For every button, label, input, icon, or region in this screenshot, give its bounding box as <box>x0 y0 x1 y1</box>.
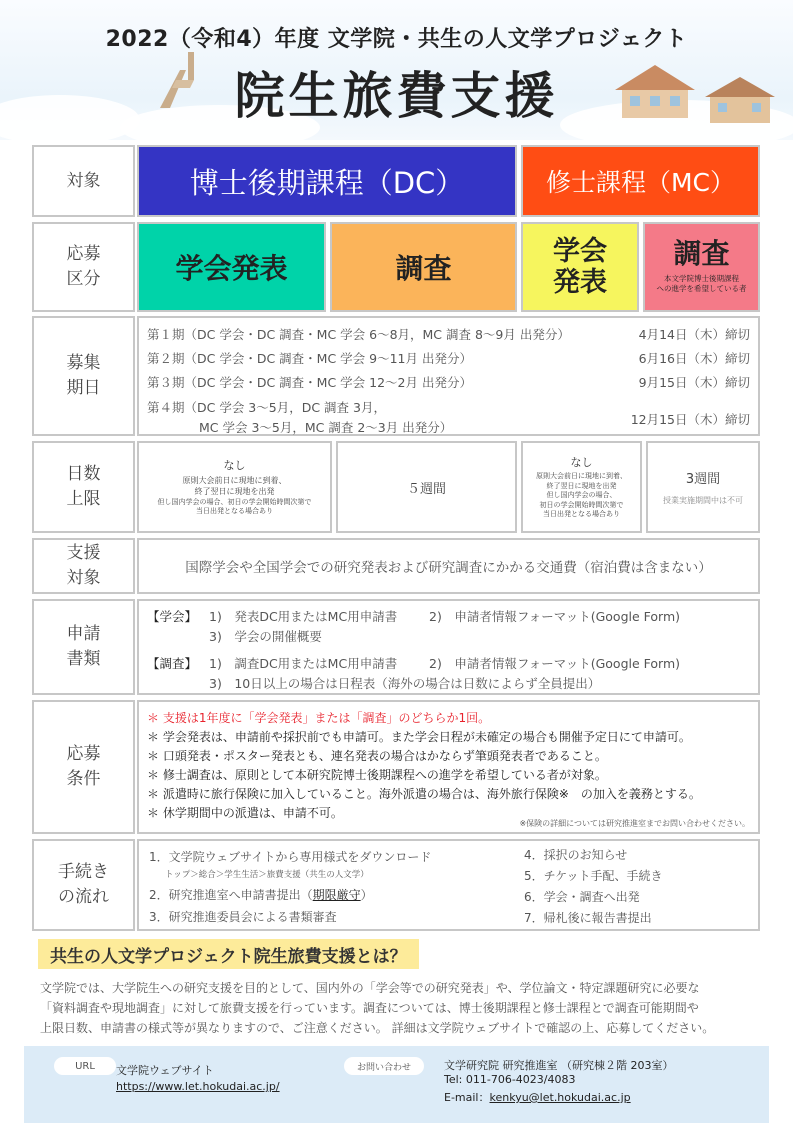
page-title: 院生旅費支援 <box>234 67 559 125</box>
period-deadline: 9月15日（木）締切 <box>638 375 750 390</box>
label-text: 対象 <box>66 568 101 588</box>
step-text: 2．研究推進室へ申請書提出（ <box>149 888 313 902</box>
days-note: 授業実施期間中は不可 <box>663 496 743 505</box>
days-note: 原則大会前日に現地に到着、 <box>536 472 627 481</box>
mc-title: 修士課程（MC） <box>545 168 736 197</box>
label-text: 支援 <box>66 543 101 564</box>
procedure-step-sub: トップ＞総合＞学生生活＞旅費支援（共生の人文学） <box>165 870 369 880</box>
row-conditions <box>32 700 760 834</box>
row-label-support <box>32 538 135 594</box>
email-prefix: E-mail： <box>444 1091 490 1104</box>
procedure-step: 6．学会・調査へ出発 <box>524 890 640 904</box>
days-head: なし <box>223 459 246 473</box>
recruitment-content <box>137 316 760 436</box>
days-note: 但し国内学会の場合、初日の学会開始時間次第で <box>157 497 312 506</box>
mc-presentation-label: 学会 <box>553 235 607 267</box>
condition-item: ＊ 学会発表は、申請前や採択前でも申請可。また学会日程が未確定の場合も開催予定日にて申請可。 <box>147 730 691 744</box>
days-note: 初日の学会開始時間次第で <box>539 500 624 509</box>
row-target <box>32 145 760 217</box>
row-label-recruitment <box>32 316 135 436</box>
row-label-documents <box>32 599 135 695</box>
doc-item: 3) 10日以上の場合は日程表（海外の場合は日数によらず全員提出） <box>209 676 601 691</box>
site-name: 文学院ウェブサイト <box>116 1064 214 1077</box>
cell-mc-presentation <box>521 222 639 312</box>
row-label-category <box>32 222 135 312</box>
footer <box>24 1046 769 1123</box>
support-text: 国際学会や全国学会での研究発表および研究調査にかかる交通費（宿泊費は含まない） <box>185 560 712 576</box>
row-documents <box>32 599 760 695</box>
cell-days-dc-survey <box>336 441 517 533</box>
cell-dc-presentation <box>137 222 326 312</box>
condition-item: ＊ 修士調査は、原則として本研究院博士後期課程への進学を希望している者が対象。 <box>147 768 607 782</box>
about-paragraph-line: 上限日数、申請書の様式等が異なりますので、ご注意ください。 詳細は文学院ウェブサイトで確認の上、応募してください。 <box>40 1021 715 1035</box>
row-support <box>32 538 760 594</box>
row-label-conditions <box>32 700 135 834</box>
days-value: ５週間 <box>406 481 446 497</box>
cell-days-mc-presentation <box>521 441 642 533</box>
doc-item: 2) 申請者情報フォーマット(Google Form) <box>429 609 680 624</box>
label-text: 手続き <box>58 862 109 883</box>
condition-item: ＊ 支援は1年度に「学会発表」または「調査」のどちらか1回。 <box>147 711 491 725</box>
row-label-procedure <box>32 839 135 931</box>
label-text: 区分 <box>66 269 101 289</box>
period-deadline: 6月16日（木）締切 <box>638 351 750 366</box>
procedure-step: 4．採択のお知らせ <box>524 848 628 862</box>
row-procedure <box>32 839 760 931</box>
row-category <box>32 222 760 312</box>
site-url-link[interactable]: https://www.let.hokudai.ac.jp/ <box>116 1080 280 1093</box>
about-heading: 共生の人文学プロジェクト院生旅費支援とは？ <box>38 939 419 969</box>
days-note: 但し国内学会の場合、 <box>546 491 617 500</box>
contact-label: お問い合わせ <box>344 1057 424 1075</box>
cell-days-mc-survey <box>646 441 760 533</box>
doc-tag: 【学会】 <box>147 609 198 624</box>
doc-tag: 【調査】 <box>147 656 198 671</box>
label-text: 条件 <box>66 769 101 789</box>
doc-item: 2) 申請者情報フォーマット(Google Form) <box>429 656 680 671</box>
dc-survey-label: 調査 <box>395 252 452 285</box>
doc-item: 1) 発表DC用またはMC用申請書 <box>209 609 398 624</box>
support-content <box>137 538 760 594</box>
mc-presentation-label: 発表 <box>553 267 607 298</box>
label-text: 応募 <box>66 744 101 765</box>
condition-item: ＊ 派遣時に旅行保険に加入していること。海外派遣の場合は、海外旅行保険※ の加入を義務とする。 <box>147 787 701 801</box>
conditions-content <box>137 700 760 834</box>
days-note: 終了翌日に現地を出発 <box>546 481 617 490</box>
doc-item: 3) 学会の開催概要 <box>209 629 322 644</box>
cell-mc-survey <box>643 222 760 312</box>
dc-presentation-label: 学会発表 <box>175 252 288 285</box>
about-paragraph-line: 「資料調査や現地調査」に対して旅費支援を行っています。調査については、博士後期課程と修士課程とで調査可能期間や <box>40 1001 699 1015</box>
label-text: 期日 <box>66 378 101 398</box>
url-label: URL <box>54 1057 116 1075</box>
about-paragraph-line: 文学院では、大学院生への研究支援を目的として、国内外の「学会等での研究発表」や、学位論文・特定課題研究に必要な <box>40 981 700 995</box>
procedure-step: 1．文学院ウェブサイトから専用様式をダウンロード <box>149 850 432 864</box>
label-text: 書類 <box>66 649 101 669</box>
label-text: の流れ <box>58 887 109 907</box>
cell-days-dc-presentation <box>137 441 332 533</box>
condition-item: ＊ 口頭発表・ポスター発表とも、連名発表の場合はかならず筆頭発表者であること。 <box>147 749 607 763</box>
procedure-step: 7．帰札後に報告書提出 <box>524 911 652 925</box>
procedure-step: 5．チケット手配、手続き <box>524 869 663 883</box>
procedure-step <box>149 886 373 903</box>
condition-note: ※保険の詳細については研究推進室までお問い合わせください。 <box>519 819 750 828</box>
days-note: 当日出発となる場合あり <box>196 507 273 516</box>
page-subtitle: 2022（令和4）年度 文学院・共生の人文学プロジェクト <box>105 27 688 52</box>
mc-survey-label: 調査 <box>673 237 730 271</box>
dc-title: 博士後期課程（DC） <box>189 165 465 200</box>
row-label-days <box>32 441 135 533</box>
step-text: ） <box>360 888 373 902</box>
note-text: への進学を希望している者 <box>656 284 747 294</box>
contact-email <box>444 1089 631 1105</box>
step-emphasis: 期限厳守 <box>312 888 361 902</box>
note-text: 本文学院博士後期課程 <box>664 273 739 283</box>
days-value: 3週間 <box>685 472 721 487</box>
documents-content <box>137 599 760 695</box>
days-note: 終了翌日に現地を出発 <box>194 487 275 497</box>
days-note: 原則大会前日に現地に到着、 <box>182 476 287 486</box>
period-text: MC 学会 3～5月，MC 調査 2～3月 出発分） <box>199 420 453 435</box>
period-text: 第４期（DC 学会 3～5月，DC 調査 3月， <box>147 400 386 415</box>
doc-item: 1) 調査DC用またはMC用申請書 <box>209 656 398 671</box>
label-text: 申請 <box>66 624 101 645</box>
cell-dc <box>137 145 517 217</box>
label-text: 応募 <box>66 244 101 265</box>
period-deadline: 12月15日（木）締切 <box>630 412 750 427</box>
row-label-target <box>32 145 135 217</box>
contact-tel: Tel: 011-706-4023/4083 <box>444 1073 576 1086</box>
row-recruitment <box>32 316 760 436</box>
label-text: 日数 <box>66 464 101 485</box>
period-text: 第３期（DC 学会・DC 調査・MC 学会 12～2月 出発分） <box>147 375 472 390</box>
mc-survey-note <box>657 274 747 295</box>
days-head: なし <box>570 456 593 470</box>
procedure-content <box>137 839 760 931</box>
period-text: 第１期（DC 学会・DC 調査・MC 学会 6～8月，MC 調査 8～9月 出発分） <box>147 327 570 342</box>
condition-item: ＊ 休学期間中の派遣は、申請不可。 <box>147 806 343 820</box>
procedure-step: 3．研究推進委員会による書類審査 <box>149 910 337 924</box>
row-days <box>32 441 760 533</box>
email-link[interactable]: kenkyu@let.hokudai.ac.jp <box>489 1091 631 1104</box>
days-note: 当日出発となる場合あり <box>543 510 620 519</box>
cell-dc-survey <box>330 222 517 312</box>
contact-office: 文学研究院 研究推進室 （研究棟２階 203室） <box>444 1059 674 1072</box>
cell-mc <box>521 145 760 217</box>
period-deadline: 4月14日（木）締切 <box>638 327 750 342</box>
period-text: 第２期（DC 学会・DC 調査・MC 学会 9～11月 出発分） <box>147 351 472 366</box>
label-text: 上限 <box>66 489 101 509</box>
label-text: 募集 <box>66 353 101 374</box>
label-text: 対象 <box>66 170 101 191</box>
